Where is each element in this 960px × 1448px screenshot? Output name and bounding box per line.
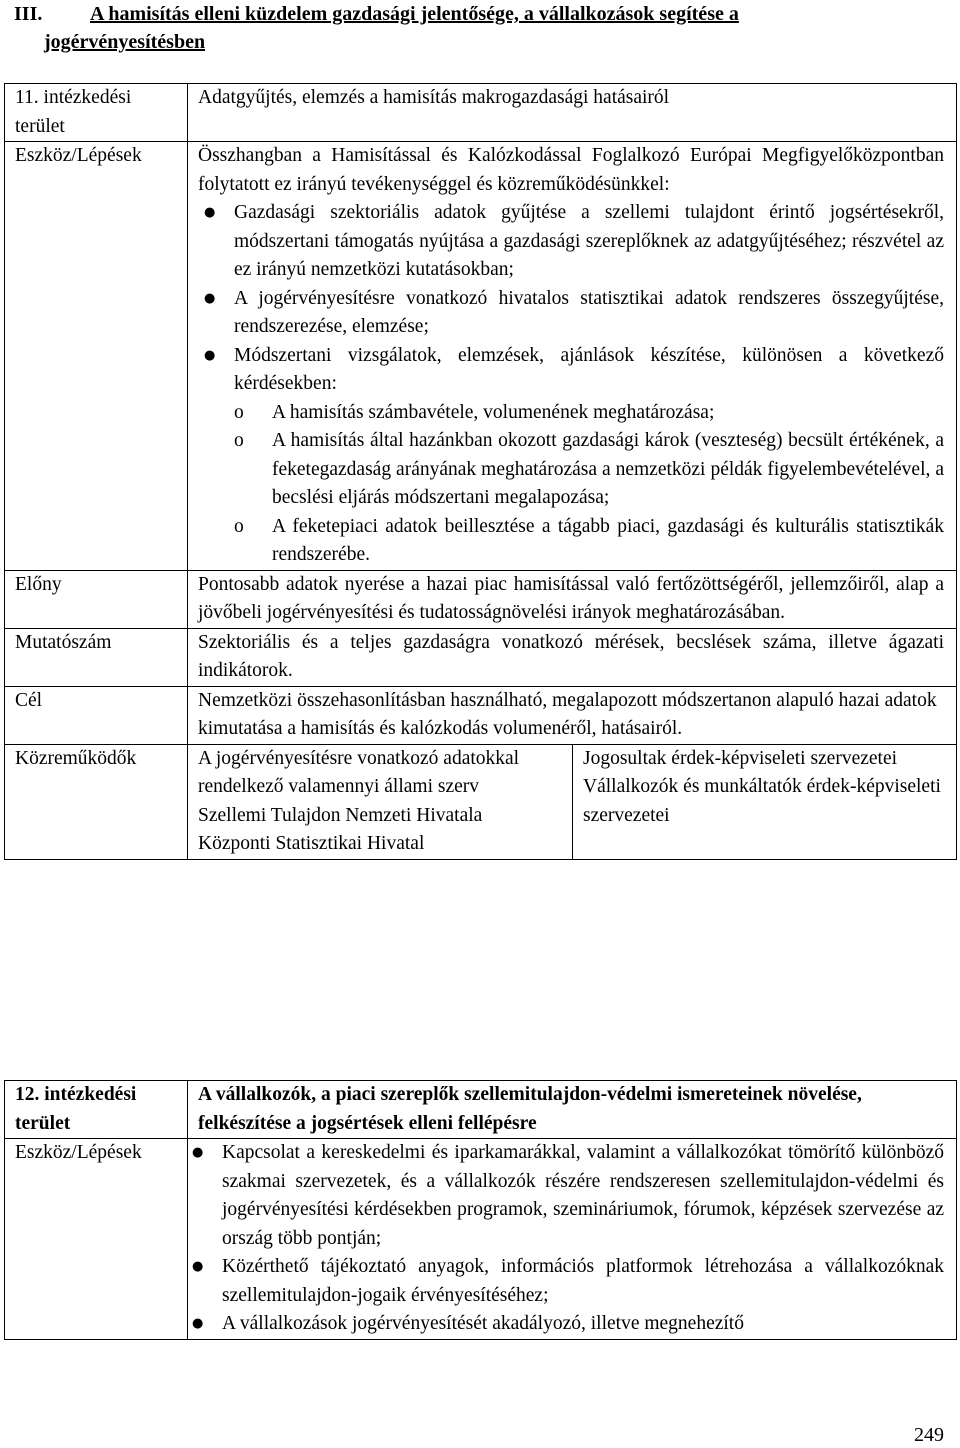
- table-row: [5, 142, 957, 571]
- sub-list: [234, 399, 944, 570]
- table-row: [5, 744, 957, 859]
- measure-12-table: [4, 1080, 957, 1340]
- indicator-label: Mutatószám: [5, 628, 188, 686]
- sub-list-item: o A hamisítás által hazánkban okozott gazdasági károk (veszteség) becsült értékének, a feketegazdaság arányának meghatározása a nemzetközi példák figyelembevételével, a becslési eljárás módszertani megalapozása;: [234, 430, 944, 508]
- sub-list-item: o A hamisítás számbavétele, volumenének meghatározása;: [234, 401, 715, 423]
- tools-content: [188, 142, 957, 571]
- list-item: ● Kapcsolat a kereskedelmi és iparkamarákkal, valamint a vállalkozókat tömörítő különböző szakmai szervezetek, és a vállalkozók részére rendszeresen szellemitulajdon-védelmi és jogérvényesítési kérdésekben programok, szemináriumok, fórumok, képzések szervezése az ország több pontján;: [222, 1139, 944, 1253]
- tools-list: [198, 1139, 944, 1339]
- goal-label: Cél: [5, 686, 188, 744]
- indicator-text: Szektoriális és a teljes gazdaságra vonatkozó mérések, becslések száma, illetve ágazati indikátorok.: [188, 628, 957, 686]
- section-heading: [14, 0, 944, 56]
- contributors-left: A jogérvényesítésre vonatkozó adatokkal rendelkező valamennyi állami szerv Szellemi Tulajdon Nemzeti Hivatala Központi Statisztikai Hivatal: [188, 745, 573, 859]
- list-item: ● Gazdasági szektoriális adatok gyűjtése a szellemi tulajdont érintő jogsértésekről, módszertani támogatás nyújtása a gazdasági szereplőknek az adatgyűjtéséhez; részvétel az ez irányú nemzetközi kutatásokban;: [234, 199, 944, 285]
- tools-content: [188, 1139, 957, 1340]
- list-item: ● Közérthető tájékoztató anyagok, információs platformok létrehozása a vállalkozóknak szellemitulajdon-jogaik érvényesítéséhez;: [222, 1253, 944, 1310]
- tools-label: Eszköz/Lépések: [5, 142, 188, 571]
- section-title-line1: A hamisítás elleni küzdelem gazdasági jelentősége, a vállalkozások segítése a: [90, 3, 739, 25]
- table-row: [5, 1081, 957, 1139]
- contributors-content: [188, 744, 957, 859]
- list-item: ● A jogérvényesítésre vonatkozó hivatalos statisztikai adatok rendszeres összegyűjtése, rendszerezése, elemzése;: [234, 285, 944, 342]
- table-row: [5, 686, 957, 744]
- tools-list: [198, 199, 944, 570]
- list-item: ● A vállalkozások jogérvényesítését akadályozó, illetve megnehezítő: [222, 1310, 944, 1339]
- section-number: III.: [14, 3, 43, 25]
- sub-list-item: o A feketepiaci adatok beillesztése a tágabb piaci, gazdasági és kulturális statisztikák rendszerébe.: [234, 515, 944, 565]
- table-row: [5, 84, 957, 142]
- measure-11-table: [4, 83, 957, 860]
- benefit-label: Előny: [5, 570, 188, 628]
- goal-text: Nemzetközi összehasonlításban használható, megalapozott módszertanon alapuló hazai adatok kimutatása a hamisítás és kalózkodás volumenéről, hatásairól.: [188, 686, 957, 744]
- measure-area-label: 12. intézkedési terület: [5, 1081, 188, 1139]
- measure-title: A vállalkozók, a piaci szereplők szellemitulajdon-védelmi ismereteinek növelése, felkészítése a jogsértések elleni fellépésre: [188, 1081, 957, 1139]
- benefit-text: Pontosabb adatok nyerése a hazai piac hamisítással való fertőzöttségéről, jellemzőiről, alap a jövőbeli jogérvényesítési és tudatosságnövelési irányok meghatározásában.: [188, 570, 957, 628]
- table-row: [5, 570, 957, 628]
- measure-title: Adatgyűjtés, elemzés a hamisítás makrogazdasági hatásairól: [188, 84, 957, 142]
- contributors-right: Jogosultak érdek-képviseleti szervezetei Vállalkozók és munkáltatók érdek-képviseleti szervezetei: [583, 747, 941, 826]
- list-item: ● Módszertani vizsgálatok, elemzések, ajánlások készítése, különösen a következő kérdésekben: o A hamisítás számbavétele, volumenének meghatározása; o A hamisítás által hazánkban okozott gazdasági károk (veszteség) becsült értékének, a feketegazdaság arányának meghatározása a nemzetközi példák figyelembevételével, a becslési eljárás módszertani megalapozása; o A feketepiaci adatok beillesztése a tágabb piaci, gazdasági és kulturális statisztikák rendszerébe.: [234, 342, 944, 570]
- contributors-label: Közreműködők: [5, 744, 188, 859]
- table-row: [5, 1139, 957, 1340]
- measure-area-label: 11. intézkedési terület: [5, 84, 188, 142]
- page-number: 249: [914, 1424, 944, 1446]
- section-title-line2: jogérvényesítésben: [44, 31, 206, 53]
- table-row: [5, 628, 957, 686]
- tools-label: Eszköz/Lépések: [5, 1139, 188, 1340]
- tools-intro: Összhangban a Hamisítással és Kalózkodással Foglalkozó Európai Megfigyelőközpontban folytatott ez irányú tevékenységgel és közreműködésünkkel:: [198, 145, 944, 195]
